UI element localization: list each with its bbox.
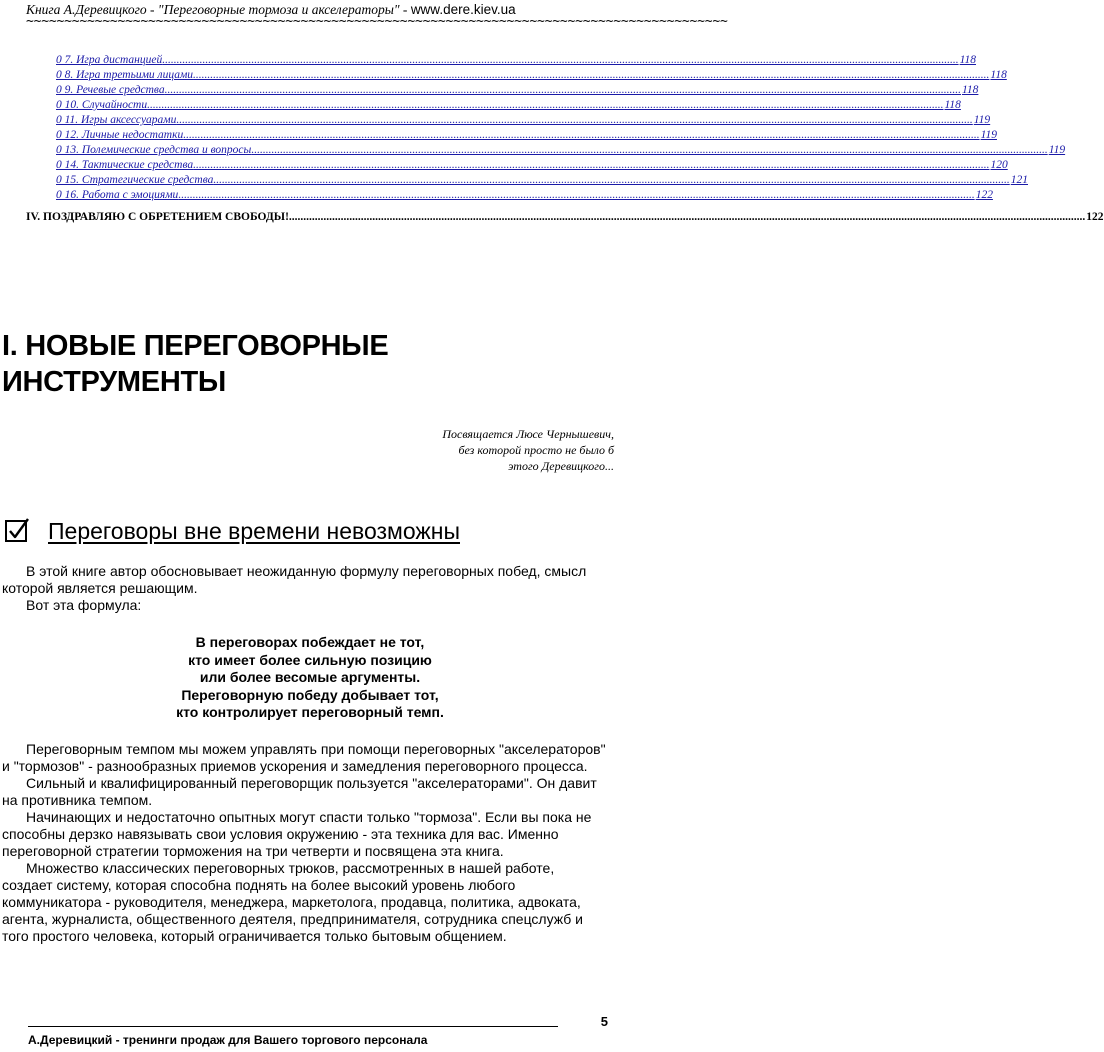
paragraph: Начинающих и недостаточно опытных могут спасти только "тормоза". Если вы пока не способны дерзко навязывать свои условия окружению - эта техника для вас. Именно переговорной стратегии торможения на три четверти и посвящена эта книга. xyxy=(2,809,592,859)
paragraph: Вот эта формула: xyxy=(26,597,142,613)
toc-item[interactable]: 0 14. Тактические средства ..... 120 xyxy=(56,159,596,174)
paragraph: Переговорным темпом мы можем управлять при помощи переговорных "акселераторов" и "тормозов" - разнообразных приемов ускорения и замедления переговорного процесса. xyxy=(2,741,606,774)
chapter-title-line: I. НОВЫЕ ПЕРЕГОВОРНЫЕ xyxy=(2,330,389,362)
negotiation-formula xyxy=(20,634,600,722)
dedication-line: этого Деревицкого... xyxy=(508,459,614,473)
paragraph: Множество классических переговорных трюков, рассмотренных в нашей работе, создает систему, которая способна поднять на более высокий уровень любого коммуникатора - руководителя, менеджера, маркетолога, продавца, политика, адвоката, агента, журналиста, общественного деятеля, предпринимателя, сотрудника спецслужб и того простого человека, который ограничивается только бытовым общением. xyxy=(2,860,584,944)
formula-line: Переговорную победу добывает тот, xyxy=(181,686,439,703)
toc-item[interactable]: 0 10. Случайности ..... 118 xyxy=(56,99,596,114)
toc-item[interactable]: 0 9. Речевые средства ..... 118 xyxy=(56,84,596,99)
dedication xyxy=(314,426,614,474)
footer-text: А.Деревицкий - тренинги продаж для Вашего торгового персонала xyxy=(28,1033,428,1047)
toc-item[interactable]: 0 16. Работа с эмоциями ..... 122 xyxy=(56,189,596,204)
paragraph: Сильный и квалифицированный переговорщик пользуется "акселераторами". Он давит на противника темпом. xyxy=(2,775,597,808)
header-tilde-rule: ~~~~~~~~~~~~~~~~~~~~~~~~~~~~~~~~~~~~~~~~~~~~~~~~~~~~~~~~~~~~~~~~~~~~~~~~~~~~~~~~~~~~~~~~~~~~ xyxy=(26,14,728,29)
toc-item[interactable]: 0 15. Стратегические средства ..... 121 xyxy=(56,174,596,189)
table-of-contents xyxy=(56,54,1066,204)
paragraph: В этой книге автор обосновывает неожиданную формулу переговорных побед, смысл которой является решающим. xyxy=(2,563,587,596)
ballot-box-with-check-icon xyxy=(4,517,32,545)
formula-line: В переговорах побеждает не тот, xyxy=(195,634,425,650)
toc-item[interactable]: 0 8. Игра третьими лицами ..... 118 xyxy=(56,69,596,84)
footer-divider xyxy=(28,1026,558,1027)
formula-line: или более весомые аргументы. xyxy=(199,669,421,686)
page-number: 5 xyxy=(600,1014,608,1029)
header-book-title: Книга А.Деревицкого - "Переговорные тормоза и акселераторы" - xyxy=(26,2,411,17)
intro-text xyxy=(2,563,608,614)
section-heading xyxy=(4,517,604,545)
formula-line: кто контролирует переговорный темп. xyxy=(176,704,444,721)
toc-chapter-entry[interactable]: IV. ПОЗДРАВЛЯЮ С ОБРЕТЕНИЕМ СВОБОДЫ! ..... 122 xyxy=(26,211,596,223)
header-site-link[interactable]: www.dere.kiev.ua xyxy=(410,2,516,17)
toc-item[interactable]: 0 13. Полемические средства и вопросы ..... 119 xyxy=(56,144,596,159)
dedication-line: без которой просто не было б xyxy=(458,443,614,457)
formula-line: кто имеет более сильную позицию xyxy=(188,651,432,668)
toc-item[interactable]: 0 12. Личные недостатки ..... 119 xyxy=(56,129,596,144)
toc-item[interactable]: 0 7. Игра дистанцией ..... 118 xyxy=(56,54,596,69)
chapter-title-line: ИНСТРУМЕНТЫ xyxy=(2,366,226,398)
section-title: Переговоры вне времени невозможны xyxy=(48,517,460,544)
chapter-title xyxy=(2,328,562,400)
dedication-line: Посвящается Люсе Чернышевич, xyxy=(442,427,614,441)
body-text xyxy=(2,741,608,945)
toc-item[interactable]: 0 11. Игры аксессуарами ..... 119 xyxy=(56,114,596,129)
